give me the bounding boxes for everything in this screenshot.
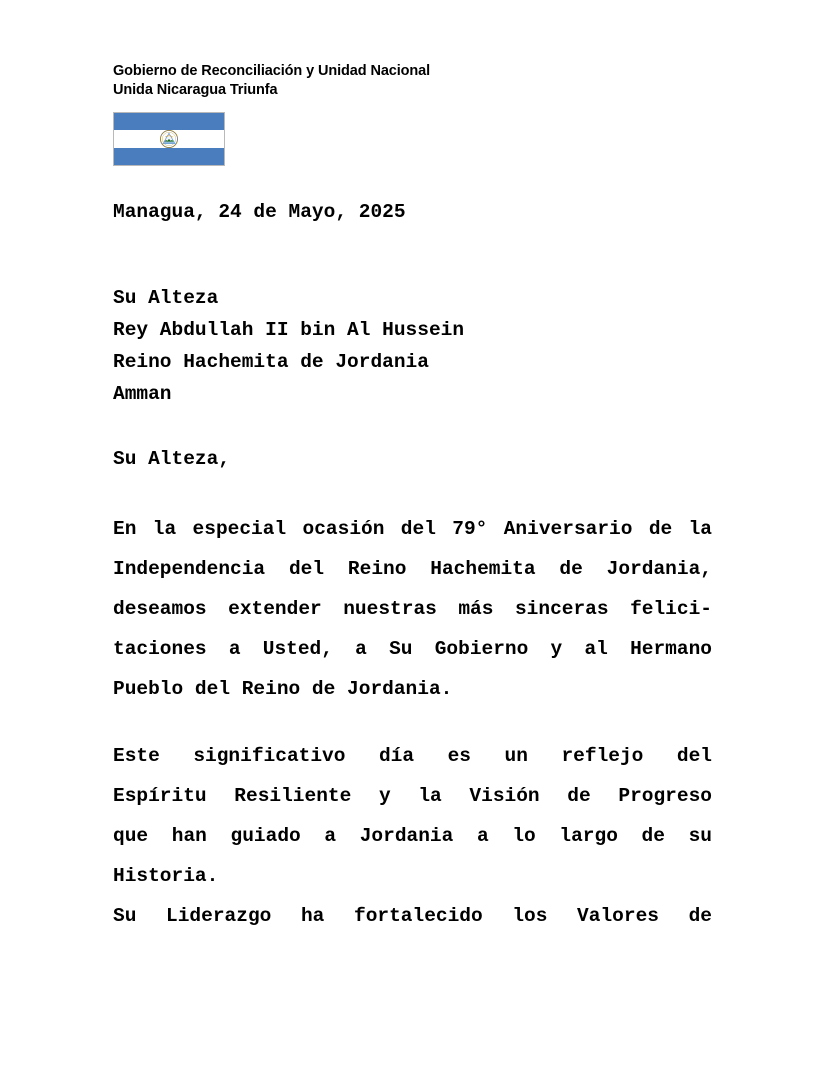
- flag-container: [113, 112, 225, 166]
- address-block: [113, 282, 712, 410]
- letter-body: [113, 196, 724, 936]
- salutation: Su Alteza,: [113, 448, 231, 470]
- paragraph-1-line-1: En la especial ocasión del 79° Aniversario de la: [113, 518, 712, 540]
- paragraph-1-line-3: deseamos extender nuestras más sinceras felici-: [113, 598, 712, 620]
- address-line-3: Reino Hachemita de Jordania: [113, 351, 429, 373]
- flag-stripe-bottom: [114, 148, 224, 165]
- paragraph-2-line-3: que han guiado a Jordania a lo largo de su Historia.: [113, 825, 724, 887]
- paragraph-1-line-5: Pueblo del Reino de Jordania.: [113, 678, 453, 700]
- body-paragraph-1: [113, 509, 712, 709]
- paragraph-2-line-2: Espíritu Resiliente y la Visión de Progreso: [113, 785, 712, 807]
- address-line-2: Rey Abdullah II bin Al Hussein: [113, 319, 465, 341]
- letterhead-line-2: Unida Nicaragua Triunfa: [113, 82, 278, 98]
- paragraph-1-line-4: taciones a Usted, a Su Gobierno y al Hermano: [113, 638, 712, 660]
- body-paragraph-2: [113, 736, 724, 936]
- paragraph-2-line-1: Este significativo día es un reflejo del: [113, 745, 712, 767]
- address-line-4: Amman: [113, 383, 172, 405]
- nicaragua-flag-icon: [113, 112, 225, 166]
- address-line-1: Su Alteza: [113, 287, 219, 309]
- coat-of-arms-icon: [158, 128, 180, 150]
- paragraph-2-line-4: Su Liderazgo ha fortalecido los Valores de: [113, 905, 712, 927]
- letterhead-line-1: Gobierno de Reconciliación y Unidad Nacional: [113, 63, 431, 79]
- date-line: Managua, 24 de Mayo, 2025: [113, 201, 406, 223]
- letterhead: [113, 62, 733, 100]
- paragraph-1-line-2: Independencia del Reino Hachemita de Jordania,: [113, 558, 712, 580]
